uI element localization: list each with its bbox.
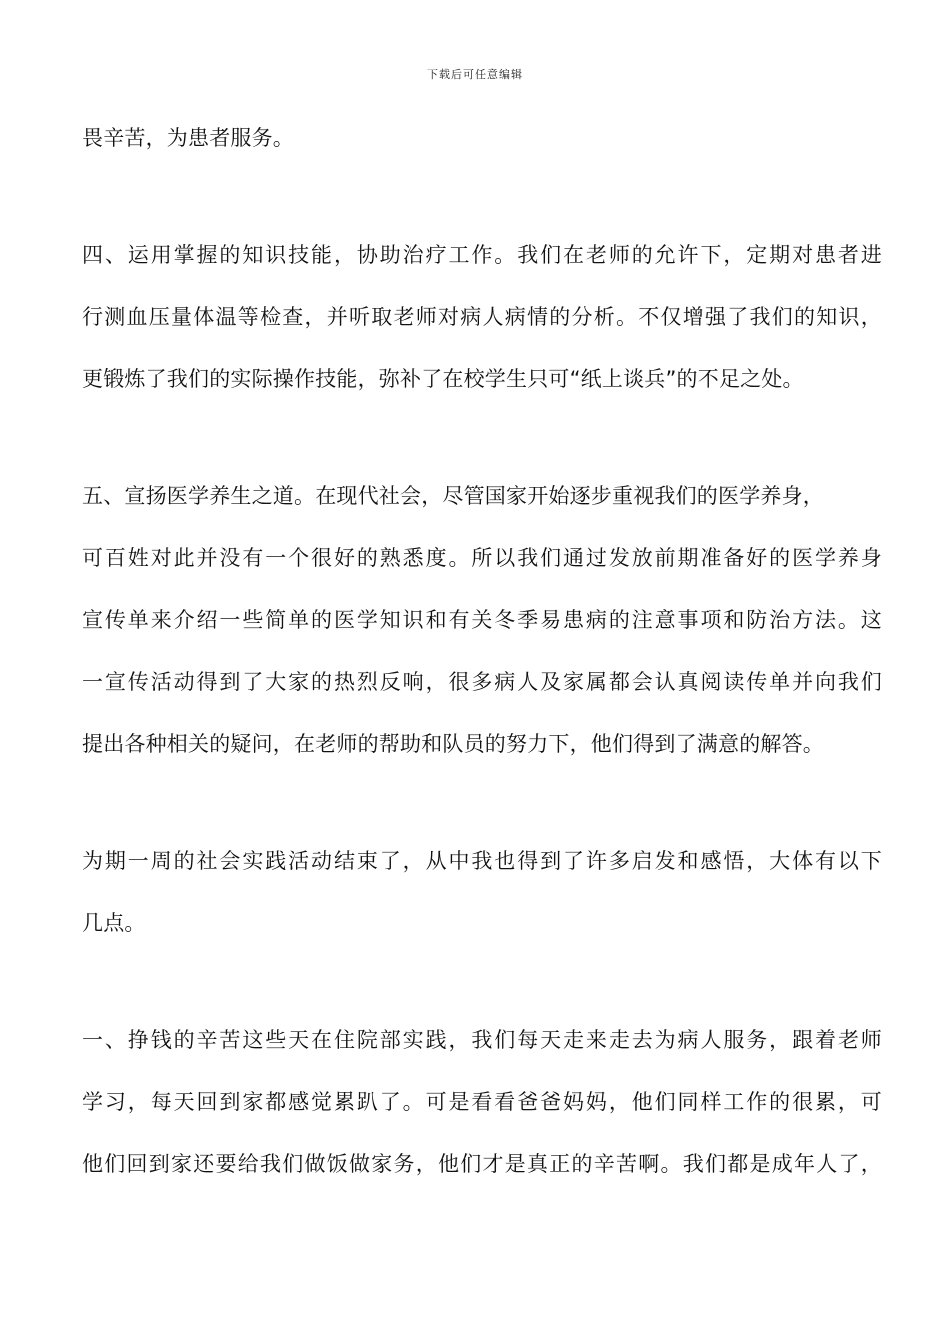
paragraph-line: 宣传单来介绍一些简单的医学知识和有关冬季易患病的注意事项和防治方法。这 (82, 608, 882, 632)
paragraph-line: 提出各种相关的疑问，在老师的帮助和队员的努力下，他们得到了满意的解答。 (82, 732, 824, 756)
paragraph-line: 他们回到家还要给我们做饭做家务，他们才是真正的辛苦啊。我们都是成年人了， (82, 1152, 882, 1176)
paragraph-line: 行测血压量体温等检查，并听取老师对病人病情的分析。不仅增强了我们的知识， (82, 305, 882, 329)
paragraph-line: 四、运用掌握的知识技能，协助治疗工作。我们在老师的允许下，定期对患者进 (82, 243, 882, 267)
paragraph-line: 为期一周的社会实践活动结束了，从中我也得到了许多启发和感悟，大体有以下 (82, 849, 882, 873)
paragraph-line: 学习，每天回到家都感觉累趴了。可是看看爸爸妈妈，他们同样工作的很累，可 (82, 1090, 882, 1114)
paragraph-line: 畏辛苦，为患者服务。 (82, 126, 294, 150)
paragraph-line: 五、宣扬医学养生之道。在现代社会，尽管国家开始逐步重视我们的医学养身， (82, 484, 824, 508)
paragraph-line: 可百姓对此并没有一个很好的熟悉度。所以我们通过发放前期准备好的医学养身 (82, 546, 882, 570)
header-note: 下载后可任意编辑 (427, 68, 523, 81)
paragraph-line: 一、挣钱的辛苦这些天在住院部实践，我们每天走来走去为病人服务，跟着老师 (82, 1028, 882, 1052)
paragraph-line: 更锻炼了我们的实际操作技能，弥补了在校学生只可“纸上谈兵”的不足之处。 (82, 367, 804, 391)
paragraph-line: 一宣传活动得到了大家的热烈反响，很多病人及家属都会认真阅读传单并向我们 (82, 670, 882, 694)
paragraph-line: 几点。 (82, 911, 146, 935)
